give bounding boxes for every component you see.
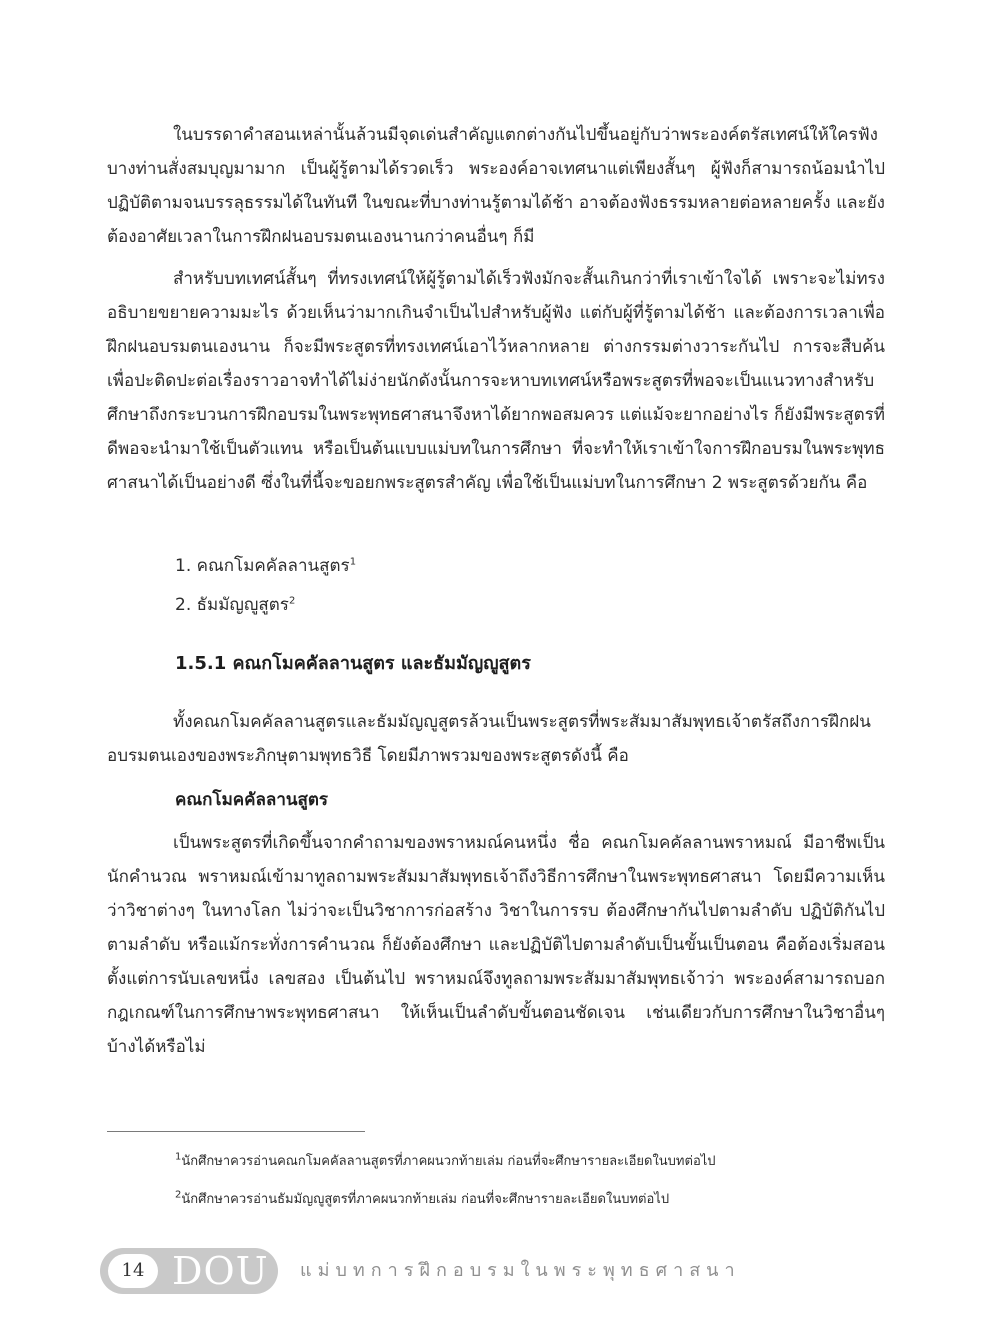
footnote-mark: 2 (175, 1189, 182, 1201)
list-item-1 (175, 549, 356, 583)
footnote-ref-1[interactable]: 1 (349, 556, 357, 568)
page-number: 14 (108, 1254, 158, 1288)
list-item-2 (175, 588, 295, 622)
paragraph-text: ทั้งคณกโมคคัลลานสูตรและธัมมัญญูสูตรล้วนเป็นพระสูตรที่พระสัมมาสัมพุทธเจ้าตรัสถึงการฝึกฝนอบรมตนเองของพระภิกษุตามพุทธวิธี โดยมีภาพรวมของพระสูตรดังนี้ คือ (107, 712, 871, 766)
footnote-text: นักศึกษาควรอ่านธัมมัญญูสูตรที่ภาคผนวกท้ายเล่ม ก่อนที่จะศึกษารายละเอียดในบทต่อไป (181, 1192, 670, 1207)
footnote-divider (107, 1131, 365, 1132)
footnote-2 (175, 1190, 669, 1210)
list-item-text: 2. ธัมมัญญูสูตร (175, 595, 289, 615)
paragraph-text: สำหรับบทเทศน์สั้นๆ ที่ทรงเทศน์ให้ผู้รู้ตามได้เร็วฟังมักจะสั้นเกินกว่าที่เราเข้าใจได้ เพราะจะไม่ทรงอธิบายขยายความมะไร ด้วยเห็นว่ามากเกินจำเป็นไปสำหรับผู้ฟัง แต่กับผู้ที่รู้ตามได้ช้า และต้องการเวลาเพื่อฝึกฝนอบรมตนเองนาน ก็จะมีพระสูตรที่ทรงเทศน์เอาไว้หลากหลาย ต่างกรรมต่างวาระกันไป การจะสืบค้นเพื่อปะติดปะต่อเรื่องราวอาจทำได้ไม่ง่ายนักดังนั้นการจะหาบทเทศน์หรือพระสูตรที่พอจะเป็นแนวทางสำหรับศึกษาถึงกระบวนการฝึกอบรมในพระพุทธศาสนาจึงหาได้ยากพอสมควร แต่แม้จะยากอย่างไร ก็ยังมีพระสูตรที่ดีพอจะนำมาใช้เป็นตัวแทน หรือเป็นต้นแบบแม่บทในการศึกษา ที่จะทำให้เราเข้าใจการฝึกอบรมในพระพุทธศาสนาได้เป็นอย่างดี ซึ่งในที่นี้จะขอยกพระสูตรสำคัญ เพื่อใช้เป็นแม่บทในการศึกษา 2 พระสูตรด้วยกัน คือ (107, 269, 885, 493)
body-paragraph-2 (107, 262, 885, 500)
footnote-ref-2[interactable]: 2 (288, 595, 296, 607)
body-paragraph-4 (107, 826, 885, 1064)
list-item-text: 1. คณกโมคคัลลานสูตร (175, 556, 350, 576)
footnote-text: นักศึกษาควรอ่านคณกโมคคัลลานสูตรที่ภาคผนวกท้ายเล่ม ก่อนที่จะศึกษารายละเอียดในบทต่อไป (181, 1154, 716, 1169)
paragraph-text: เป็นพระสูตรที่เกิดขึ้นจากคำถามของพราหมณ์คนหนึ่ง ชื่อ คณกโมคคัลลานพราหมณ์ มีอาชีพเป็นนักคำนวณ พราหมณ์เข้ามาทูลถามพระสัมมาสัมพุทธเจ้าถึงวิธีการศึกษาในพระพุทธศาสนา โดยมีความเห็นว่าวิชาต่างๆ ในทางโลก ไม่ว่าจะเป็นวิชาการก่อสร้าง วิชาในการรบ ต้องศึกษากันไปตามลำดับ ปฏิบัติกันไปตามลำดับ หรือแม้กระทั่งการคำนวณ ก็ยังต้องศึกษา และปฏิบัติไปตามลำดับเป็นขั้นเป็นตอน คือต้องเริ่มสอนตั้งแต่การนับเลขหนึ่ง เลขสอง เป็นต้นไป พราหมณ์จึงทูลถามพระสัมมาสัมพุทธเจ้าว่า พระองค์สามารถบอกกฎเกณฑ์ในการศึกษาพระพุทธศาสนา ให้เห็นเป็นลำดับขั้นตอนชัดเจน เช่นเดียวกับการศึกษาในวิชาอื่นๆ บ้างได้หรือไม่ (107, 833, 885, 1057)
body-paragraph-3 (107, 705, 885, 773)
page-badge (100, 1248, 278, 1294)
section-heading: 1.5.1 คณกโมคคัลลานสูตร และธัมมัญญูสูตร (175, 653, 531, 674)
dou-logo: DOU (172, 1249, 269, 1293)
subheading: คณกโมคคัลลานสูตร (175, 790, 329, 810)
running-title: แม่บทการฝึกอบรมในพระพุทธศาสนา (300, 1260, 741, 1281)
page-footer (100, 1248, 940, 1298)
paragraph-text: ในบรรดาคำสอนเหล่านั้นล้วนมีจุดเด่นสำคัญแตกต่างกันไปขึ้นอยู่กับว่าพระองค์ตรัสเทศน์ให้ใครฟัง บางท่านสั่งสมบุญมามาก เป็นผู้รู้ตามได้รวดเร็ว พระองค์อาจเทศนาแต่เพียงสั้นๆ ผู้ฟังก็สามารถน้อมนำไปปฏิบัติตามจนบรรลุธรรมได้ในทันที ในขณะที่บางท่านรู้ตามได้ช้า อาจต้องฟังธรรมหลายต่อหลายครั้ง และยังต้องอาศัยเวลาในการฝึกฝนอบรมตนเองนานกว่าคนอื่นๆ ก็มี (107, 125, 885, 247)
footnote-mark: 1 (175, 1151, 182, 1163)
footnote-1 (175, 1152, 716, 1172)
body-paragraph-1 (107, 118, 885, 254)
